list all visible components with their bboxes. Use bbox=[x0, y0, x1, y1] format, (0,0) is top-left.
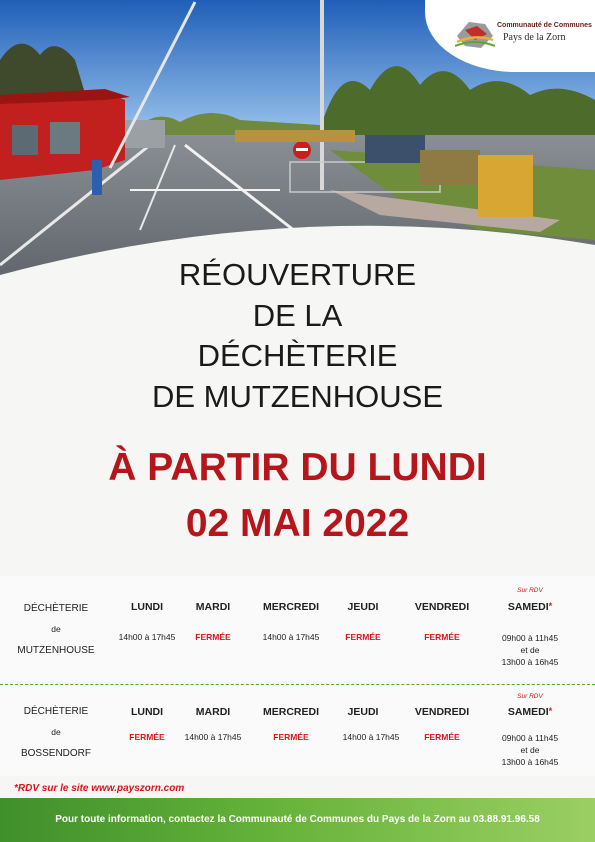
saturday-line: 09h00 à 11h45 bbox=[501, 733, 559, 743]
schedule-mutzenhouse bbox=[0, 576, 595, 682]
place-line: de bbox=[51, 727, 61, 737]
date-line: 02 MAI 2022 bbox=[185, 502, 410, 545]
saturday-line: et de bbox=[520, 645, 540, 655]
schedule-bossendorf bbox=[0, 686, 595, 776]
place-line: DÉCHÈTERIE bbox=[23, 603, 89, 614]
day-wednesday: MERCREDI bbox=[262, 706, 319, 718]
day-monday: LUNDI bbox=[130, 706, 164, 718]
saturday-line: 13h00 à 16h45 bbox=[501, 757, 559, 767]
day-friday: VENDREDI bbox=[414, 601, 470, 613]
title-line: DE MUTZENHOUSE bbox=[151, 378, 444, 414]
day-tuesday: MARDI bbox=[195, 601, 231, 613]
day-tuesday: MARDI bbox=[195, 706, 231, 718]
logo-org: Communauté de Communes bbox=[497, 22, 592, 29]
title-line: RÉOUVERTURE bbox=[178, 257, 417, 292]
hours-monday: FERMÉE bbox=[129, 732, 165, 742]
footer-banner bbox=[0, 798, 595, 842]
rdv-label: Sur RDV bbox=[517, 587, 543, 594]
hours-thursday: FERMÉE bbox=[345, 632, 381, 642]
place-label bbox=[8, 701, 104, 764]
place-line: MUTZENHOUSE bbox=[17, 645, 95, 656]
saturday-line: et de bbox=[520, 745, 540, 755]
day-wednesday: MERCREDI bbox=[262, 601, 319, 613]
hours-thursday: 14h00 à 17h45 bbox=[342, 732, 400, 742]
footer-text: Pour toute information, contactez la Communauté de Communes du Pays de la Zorn au 03.88.91.96.58 bbox=[55, 814, 540, 825]
title-line: DÉCHÈTERIE bbox=[197, 338, 398, 373]
hours-friday: FERMÉE bbox=[424, 632, 460, 642]
asterisk: * bbox=[548, 706, 553, 716]
divider bbox=[0, 684, 595, 685]
reopening-date bbox=[0, 440, 595, 552]
hours-saturday bbox=[488, 632, 572, 668]
date-line: À PARTIR DU LUNDI bbox=[108, 446, 487, 489]
saturday-line: 09h00 à 11h45 bbox=[501, 633, 559, 643]
hours-monday: 14h00 à 17h45 bbox=[118, 632, 176, 642]
day-thursday: JEUDI bbox=[347, 601, 379, 613]
place-line: BOSSENDORF bbox=[20, 748, 91, 759]
hours-tuesday: 14h00 à 17h45 bbox=[184, 732, 242, 742]
place-line: DÉCHÈTERIE bbox=[23, 706, 89, 717]
hours-wednesday: FERMÉE bbox=[273, 732, 309, 742]
hours-tuesday: FERMÉE bbox=[195, 632, 231, 642]
hours-saturday bbox=[488, 732, 572, 768]
hours-friday: FERMÉE bbox=[424, 732, 460, 742]
logo-emblem-icon bbox=[455, 16, 495, 52]
logo-name: Pays de la Zorn bbox=[503, 32, 566, 43]
title-line: DE LA bbox=[252, 297, 343, 333]
place-label bbox=[8, 598, 104, 661]
asterisk: * bbox=[548, 601, 553, 611]
day-saturday-label: SAMEDI bbox=[507, 601, 549, 613]
saturday-line: 13h00 à 16h45 bbox=[501, 657, 559, 667]
main-title bbox=[0, 255, 595, 417]
place-line: de bbox=[51, 624, 61, 634]
hours-wednesday: 14h00 à 17h45 bbox=[262, 632, 320, 642]
day-friday: VENDREDI bbox=[414, 706, 470, 718]
day-saturday-label: SAMEDI bbox=[507, 706, 549, 718]
rdv-label: Sur RDV bbox=[517, 693, 543, 700]
day-saturday bbox=[490, 601, 570, 613]
rdv-note: *RDV sur le site www.payszorn.com bbox=[14, 783, 185, 794]
day-monday: LUNDI bbox=[130, 601, 164, 613]
day-saturday bbox=[490, 706, 570, 718]
day-thursday: JEUDI bbox=[347, 706, 379, 718]
